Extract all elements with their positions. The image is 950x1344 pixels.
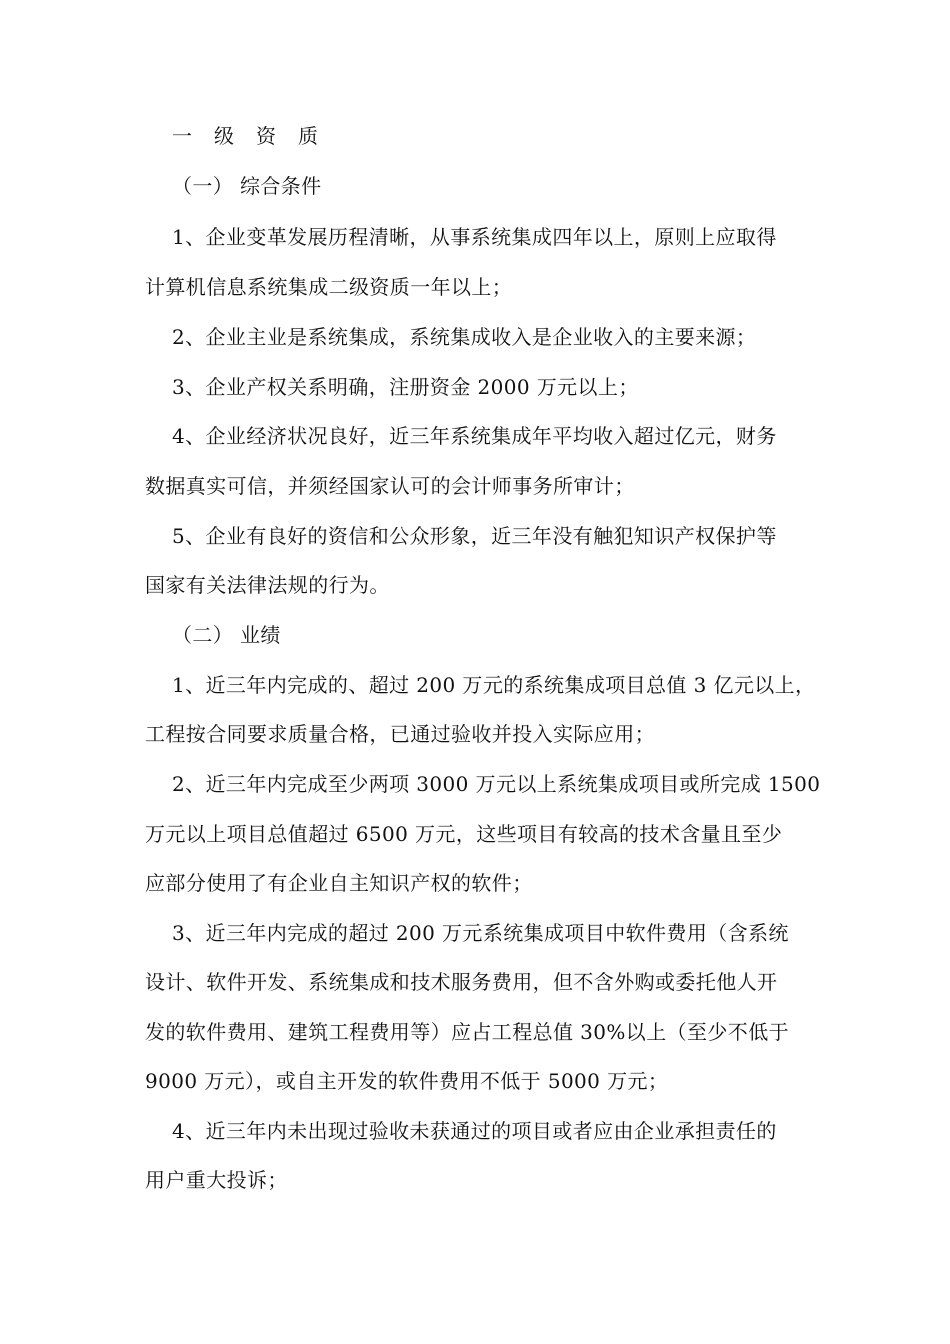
paragraph-line: 1、近三年内完成的、超过 200 万元的系统集成项目总值 3 亿元以上，	[172, 673, 816, 697]
paragraph-line: 9000 万元），或自主开发的软件费用不低于 5000 万元；	[145, 1069, 669, 1093]
paragraph-line: 数据真实可信，并须经国家认可的会计师事务所审计；	[145, 474, 635, 498]
paragraph-line: 4、近三年内未出现过验收未获通过的项目或者应由企业承担责任的	[172, 1119, 777, 1143]
paragraph-line: 计算机信息系统集成二级资质一年以上；	[145, 275, 513, 299]
paragraph-line: 工程按合同要求质量合格，已通过验收并投入实际应用；	[145, 722, 655, 746]
paragraph-line: 1、企业变革发展历程清晰，从事系统集成四年以上，原则上应取得	[172, 225, 777, 249]
paragraph-line: 2、近三年内完成至少两项 3000 万元以上系统集成项目或所完成 1500	[172, 772, 821, 796]
paragraph-line: 用户重大投诉；	[145, 1168, 288, 1192]
paragraph-line: 应部分使用了有企业自主知识产权的软件；	[145, 871, 533, 895]
paragraph-line: 3、近三年内完成的超过 200 万元系统集成项目中软件费用（含系统	[172, 921, 789, 945]
section-heading-performance: （二） 业绩	[172, 623, 281, 647]
section-heading-general-conditions: （一） 综合条件	[172, 174, 322, 198]
paragraph-line: 5、企业有良好的资信和公众形象，近三年没有触犯知识产权保护等	[172, 524, 777, 548]
paragraph-line: 3、企业产权关系明确，注册资金 2000 万元以上；	[172, 375, 639, 399]
paragraph-line: 国家有关法律法规的行为。	[145, 573, 390, 597]
document-title: 一级资质	[172, 124, 340, 148]
paragraph-line: 2、企业主业是系统集成，系统集成收入是企业收入的主要来源；	[172, 325, 757, 349]
paragraph-line: 4、企业经济状况良好，近三年系统集成年平均收入超过亿元，财务	[172, 424, 777, 448]
paragraph-line: 发的软件费用、建筑工程费用等）应占工程总值 30%以上（至少不低于	[145, 1020, 790, 1044]
paragraph-line: 万元以上项目总值超过 6500 万元，这些项目有较高的技术含量且至少	[145, 822, 783, 846]
paragraph-line: 设计、软件开发、系统集成和技术服务费用，但不含外购或委托他人开	[145, 970, 778, 994]
